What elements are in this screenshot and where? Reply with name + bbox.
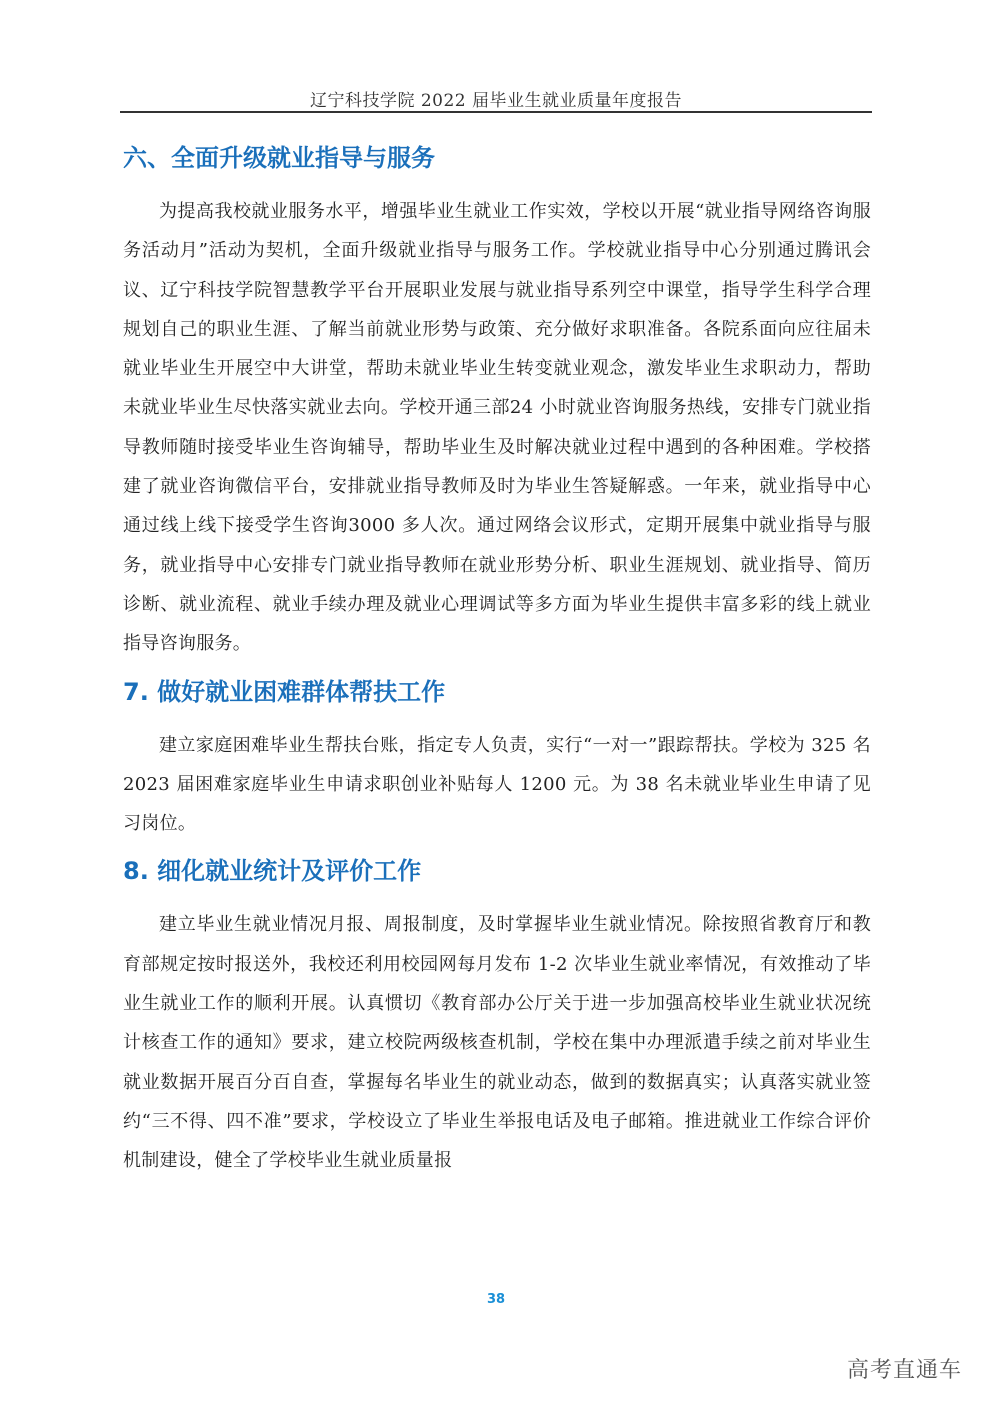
paragraph-guidance-services: 为提高我校就业服务水平，增强毕业生就业工作实效，学校以开展“就业指导网络咨询服务活动月”活动为契机，全面升级就业指导与服务工作。学校就业指导中心分别通过腾讯会议、辽宁科技学院智慧教学平台开展职业发展与就业指导系列空中课堂，指导学生科学合理规划自己的职业生涯、了解当前就业形势与政策、充分做好求职准备。各院系面向应往届未就业毕业生开展空中大讲堂，帮助未就业毕业生转变就业观念，激发毕业生求职动力，帮助未就业毕业生尽快落实就业去向。学校开通三部24 小时就业咨询服务热线，安排专门就业指导教师随时接受毕业生咨询辅导，帮助毕业生及时解决就业过程中遇到的各种困难。学校搭建了就业咨询微信平台，安排就业指导教师及时为毕业生答疑解惑。一年来，就业指导中心通过线上线下接受学生咨询3000 多人次。通过网络会议形式，定期开展集中就业指导与服务，就业指导中心安排专门就业指导教师在就业形势分析、职业生涯规划、就业指导、简历诊断、就业流程、就业手续办理及就业心理调试等多方面为毕业生提供丰富多彩的线上就业指导咨询服务。 bbox=[123, 201, 871, 655]
paragraph-statistics-evaluation: 建立毕业生就业情况月报、周报制度，及时掌握毕业生就业情况。除按照省教育厅和教育部规定按时报送外，我校还利用校园网每月发布 1-2 次毕业生就业率情况，有效推动了毕业生就业工作的顺利开展。认真惯切《教育部办公厅关于进一步加强高校毕业生就业状况统计核查工作的通知》要求，建立校院两级核查机制，学校在集中办理派遣手续之前对毕业生就业数据开展百分百自查，掌握每名毕业生的就业动态，做到的数据真实；认真落实就业签约“三不得、四不准”要求，学校设立了毕业生举报电话及电子邮箱。推进就业工作综合评价机制建设，健全了学校毕业生就业质量报 bbox=[123, 914, 871, 1172]
watermark: 高考直通车 bbox=[846, 1358, 962, 1383]
running-header: 辽宁科技学院 2022 届毕业生就业质量年度报告 bbox=[309, 91, 683, 111]
header-divider bbox=[120, 111, 872, 113]
paragraph-difficult-groups: 建立家庭困难毕业生帮扶台账，指定专人负责，实行“一对一”跟踪帮扶。学校为 325 名 2023 届困难家庭毕业生申请求职创业补贴每人 1200 元。为 38 名未就业毕业生申请了见习岗位。 bbox=[123, 734, 871, 835]
section-heading-statistics-evaluation: 8. 细化就业统计及评价工作 bbox=[123, 857, 422, 886]
section-heading-difficult-groups: 7. 做好就业困难群体帮扶工作 bbox=[123, 677, 446, 706]
section-heading-guidance-services: 六、全面升级就业指导与服务 bbox=[123, 144, 435, 172]
page-number: 38 bbox=[486, 1292, 506, 1307]
page-body bbox=[123, 138, 871, 1189]
